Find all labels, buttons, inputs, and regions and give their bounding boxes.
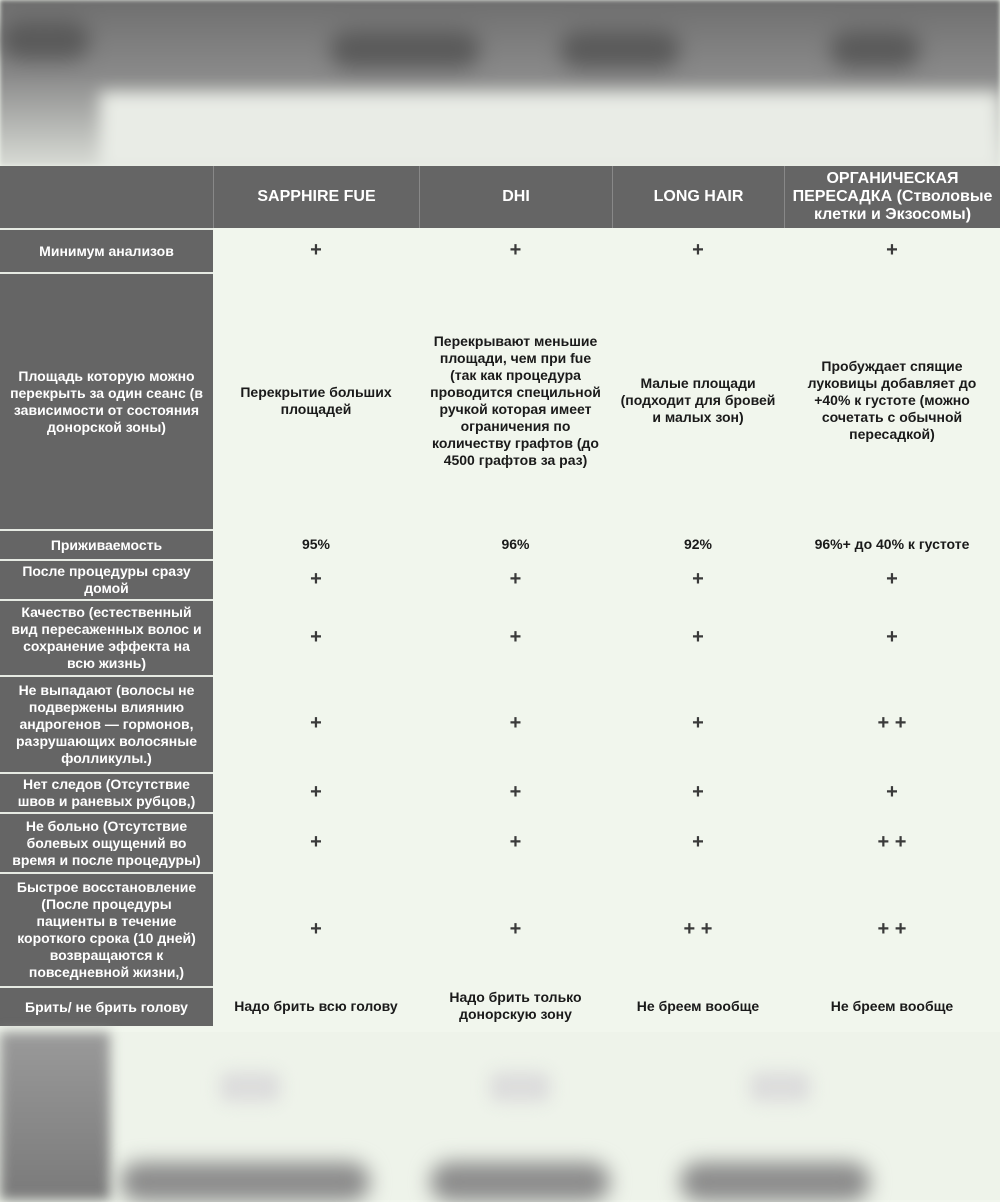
row-label: Площадь которую можно перекрыть за один сеанс (в зависимости от состояния донорской зоны) [0,272,213,529]
header-sapphire-fue: SAPPHIRE FUE [213,166,419,228]
header-row [0,166,1000,228]
row-label: Минимум анализов [0,228,213,272]
table-row [0,529,1000,559]
table-cell: + + [877,712,907,734]
table-cell: + [509,780,522,803]
row-label: После процедуры сразу домой [0,559,213,599]
header-corner [0,166,213,228]
table-cell: + [886,238,898,261]
table-row [0,772,1000,812]
table-cell: + [310,830,322,853]
row-label: Не больно (Отсутствие болевых ощущений во время и после процедуры) [0,812,213,872]
table-row [0,812,1000,872]
table-cell: + [509,567,522,590]
table-cell: Надо брить только донорскую зону [449,989,582,1022]
table-cell: Надо брить всю голову [234,997,398,1014]
table-cell: + + [877,830,907,853]
blurred-backdrop-bottom [0,1032,1000,1200]
table-cell: + [310,780,322,803]
table-row [0,599,1000,675]
table-cell: Пробуждает спящие луковицы добавляет до +40% к густоте (можно сочетать с обычной пересадкой) [807,358,977,442]
table-cell: + [509,625,522,648]
table-row [0,986,1000,1026]
table-cell: 96% [501,535,530,552]
blurred-shape [430,1162,610,1202]
table-cell: + [310,625,322,648]
header-long-hair: LONG HAIR [612,166,784,228]
table-cell: Перекрытие больших площадей [240,383,392,417]
table-cell: 92% [683,535,713,552]
table-cell: + [692,238,704,261]
table-cell: Не бреем вообще [636,997,760,1014]
table-cell: Малые площади (подходит для бровей и малых зон) [620,375,776,425]
blurred-panel [100,92,1000,172]
table-row [0,872,1000,986]
row-label: Качество (естественный вид пересаженных волос и сохранение эффекта на всю жизнь) [0,599,213,675]
table-cell: + [509,238,522,261]
blurred-shape [490,1072,550,1102]
table-cell: Перекрывают меньшие площади, чем при fue (так как процедура проводится специльной ручкой которая имеет ограничения по количеству графтов (до 4500 графтов за раз) [430,332,601,468]
row-label: Быстрое восстановление (После процедуры пациенты в течение короткого срока (10 дней) возвращаются к повседневной жизни,) [0,872,213,986]
blurred-shape [220,1072,280,1102]
blurred-shape [120,1162,370,1202]
table-cell: + [509,830,522,853]
table-cell: + [310,712,322,734]
table-row [0,272,1000,529]
table-cell: + [692,712,704,734]
table-cell: + [692,625,704,648]
blurred-shape [0,20,90,60]
table-cell: + + [877,917,907,940]
table-cell: 96%+ до 40% к густоте [814,535,970,552]
table-row [0,228,1000,272]
table-cell: + [310,567,322,590]
table-cell: + + [683,917,713,940]
blurred-backdrop-top [0,0,1000,166]
row-label: Приживаемость [0,529,213,559]
table-row [0,675,1000,772]
table-cell: + [886,625,898,648]
row-label: Не выпадают (волосы не подвержены влиянию андрогенов — гормонов, разрушающих волосяные фолликулы.) [0,675,213,772]
blurred-shape [0,1032,110,1200]
table-cell: + [692,780,704,803]
table-cell: + [692,830,704,853]
table-cell: + [310,238,322,261]
table-cell: + [886,780,898,803]
row-label: Брить/ не брить голову [0,986,213,1026]
table-cell: 95% [301,535,331,552]
table-cell: + [692,567,704,590]
table-cell: + [310,917,322,940]
table-row [0,559,1000,599]
blurred-shape [830,30,920,68]
table-cell: + [509,917,522,940]
table-cell: + [509,712,522,734]
blurred-shape [560,30,680,68]
table-cell: Не бреем вообще [830,997,954,1014]
comparison-table [0,166,1000,1026]
table-cell: + [886,567,898,590]
header-dhi: DHI [419,166,612,228]
row-label: Нет следов (Отсутствие швов и раневых рубцов,) [0,772,213,812]
blurred-shape [680,1162,870,1202]
header-organic-transplant: ОРГАНИЧЕСКАЯ ПЕРЕСАДКА (Стволовые клетки и Экзосомы) [784,166,1000,228]
blurred-shape [330,30,480,68]
blurred-shape [750,1072,810,1102]
